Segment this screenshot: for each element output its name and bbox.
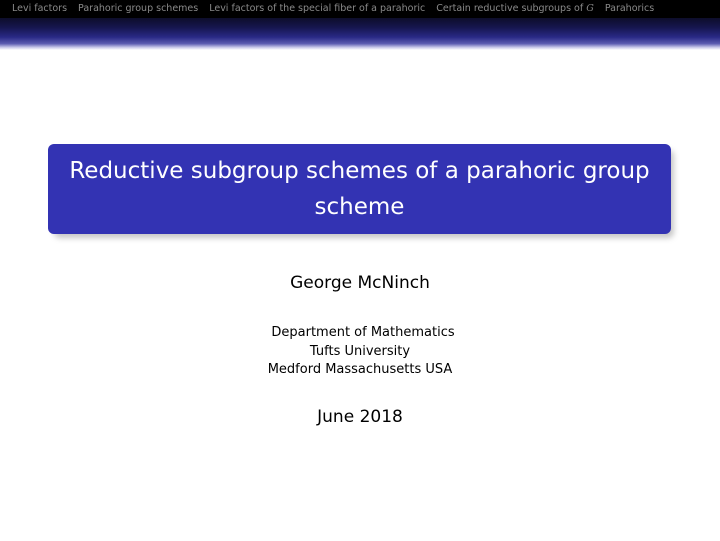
presentation-title: Reductive subgroup schemes of a parahoric group scheme <box>69 158 650 220</box>
nav-item-parahorics[interactable]: Parahorics <box>604 3 655 14</box>
nav-item-certain-reductive-subgroups[interactable] <box>436 2 594 15</box>
presentation-date: June 2018 <box>317 407 403 427</box>
institute-department: Department of Mathematics <box>271 325 455 340</box>
nav-item-levi-factors[interactable]: Levi factors <box>12 3 68 14</box>
author-name: George McNinch <box>290 273 430 293</box>
section-navigation-bar <box>0 0 720 18</box>
header-gradient-band <box>0 18 720 50</box>
institute-university: Tufts University <box>309 343 411 359</box>
nav-item-label: Certain reductive subgroups of <box>436 3 587 14</box>
institute-block <box>0 324 720 380</box>
nav-item-parahoric-group-schemes[interactable]: Parahoric group schemes <box>78 3 199 14</box>
nav-item-levi-factors-special-fiber[interactable]: Levi factors of the special fiber of a parahoric <box>209 3 426 14</box>
institute-location: Medford Massachusetts USA <box>267 362 453 377</box>
section-nav-items <box>12 2 654 15</box>
math-symbol-g: G <box>586 3 594 14</box>
title-box <box>48 144 671 234</box>
